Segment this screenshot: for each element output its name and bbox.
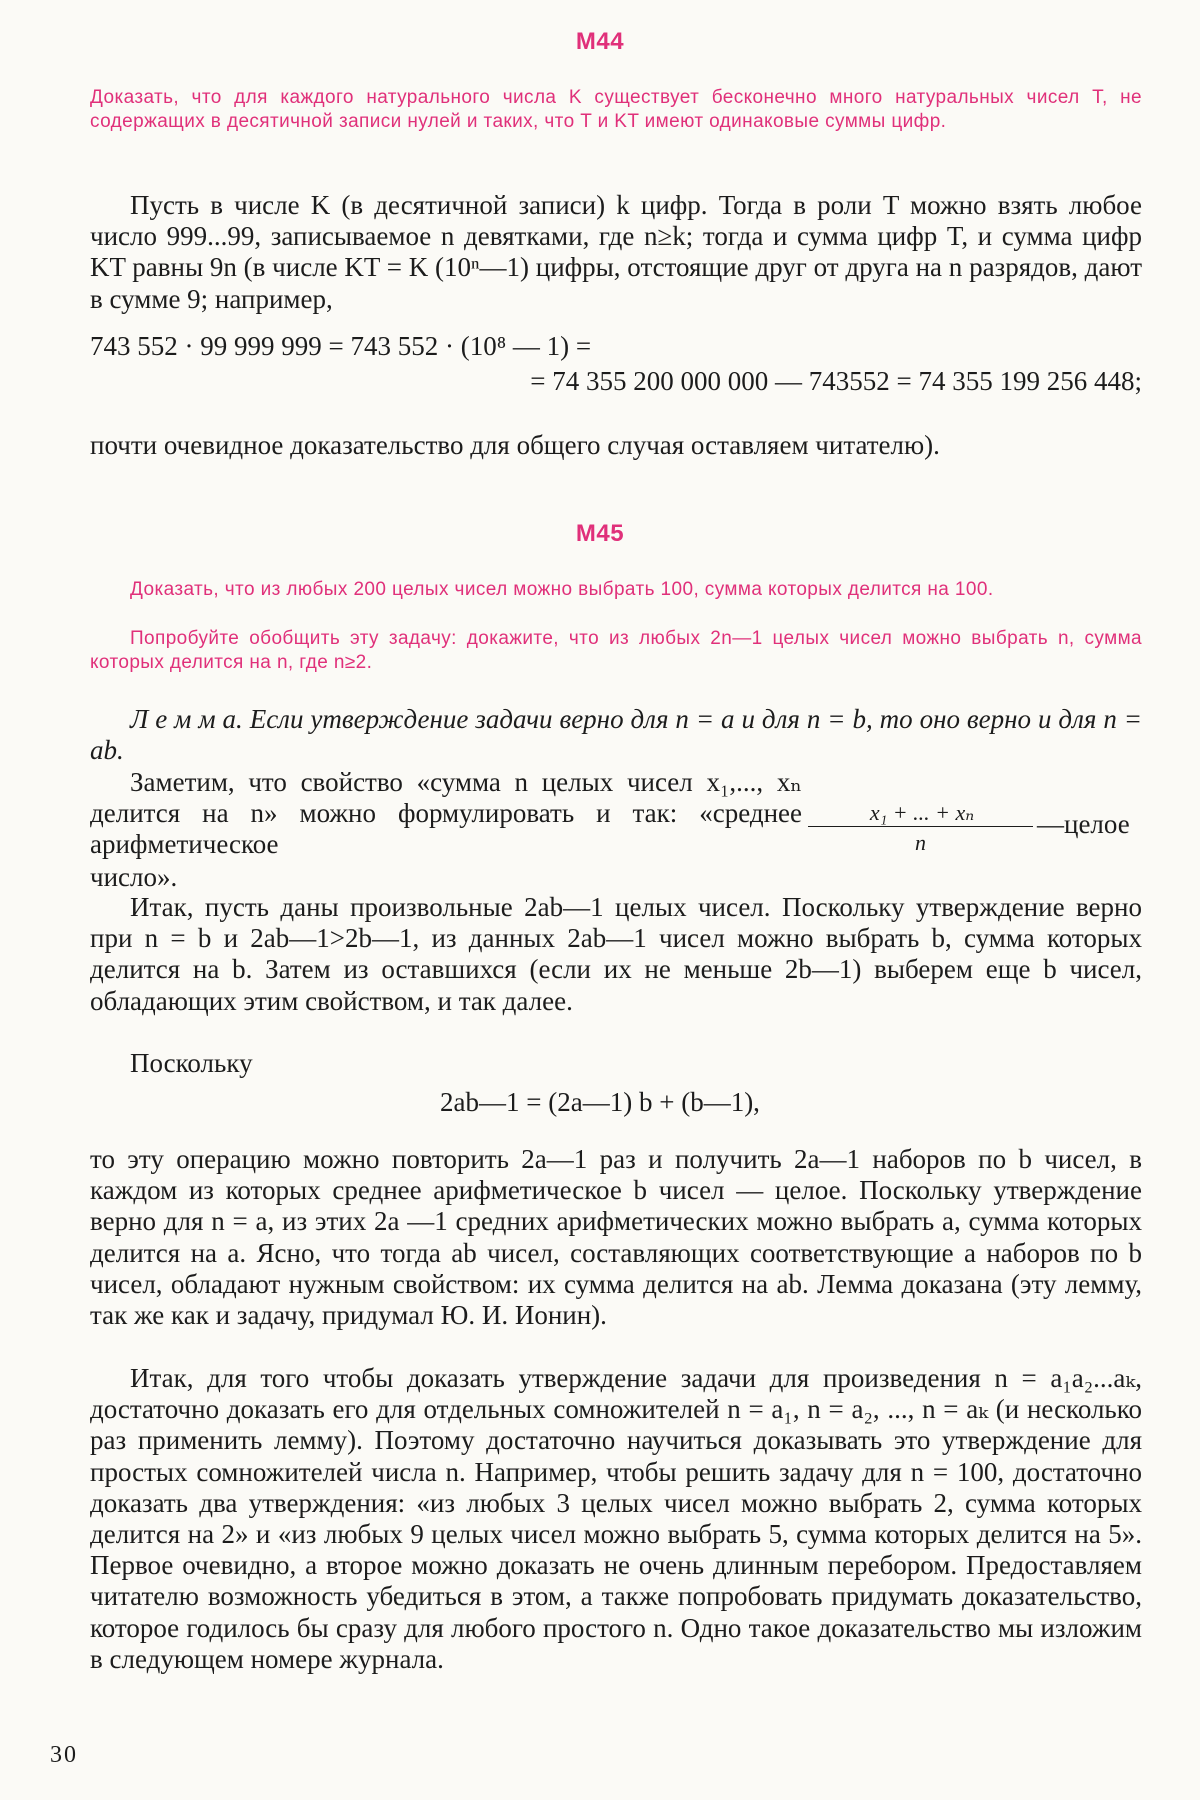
page-number: 30 <box>50 1742 78 1768</box>
solution-paragraph: почти очевидное доказательство для общего случая оставляем читателю). <box>90 430 940 460</box>
lemma-paragraph: Л е м м а. Если утверждение задачи верно для n = a и для n = b, то оно верно и для n = ab. <box>90 704 1142 766</box>
fraction-mean <box>808 800 1033 855</box>
text-line: —целое <box>1037 809 1130 839</box>
fraction-bar <box>808 826 1033 827</box>
problem-heading-m44: M44 <box>575 28 625 55</box>
problem-statement-m45: Доказать, что из любых 200 целых чисел можно выбрать 100, сумма которых делится на 100. <box>130 579 994 600</box>
equation-line: 743 552 · 99 999 999 = 743 552 · (10⁸ — 1) = <box>90 331 592 361</box>
problem-statement-m44: Доказать, что для каждого натурального числа K существует бесконечно много натуральных чисел T, не содержащих в десятичной записи нулей и таких, что T и KT имеют одинаковые суммы цифр. <box>90 87 1142 132</box>
fraction-denominator: n <box>915 830 926 855</box>
text-line: число». <box>90 862 178 892</box>
equation-line: 2ab—1 = (2a—1) b + (b—1), <box>440 1087 760 1117</box>
solution-paragraph: Итак, для того чтобы доказать утверждение задачи для произведения n = a₁a₂...aₖ, достаточно доказать его для отдельных сомножителей n = a₁, n = a₂, ..., n = aₖ (и несколько раз применить лемму). Поэтому достаточно научиться доказывать это утверждение для простых сомножителей числа n. Например, чтобы решить задачу для n = 100, достаточно доказать два утверждения: «из любых 3 целых чисел можно выбрать 2, сумма которых делится на 2» и «из любых 9 целых чисел можно выбрать 5, сумма которых делится на 5». Первое очевидно, а второе можно доказать не очень длинным перебором. Предоставляем читателю возможность убедиться в этом, а также попробовать придумать доказательство, которое годилось бы сразу для любого простого n. Одно такое доказательство мы изложим в следующем номере журнала. <box>90 1363 1142 1674</box>
problem-statement-m45-generalization: Попробуйте обобщить эту задачу: докажите, что из любых 2n—1 целых чисел можно выбрать n, сумма которых делится на n, где n≥2. <box>90 628 1142 673</box>
solution-paragraph: то эту операцию можно повторить 2a—1 раз и получить 2a—1 наборов по b чисел, в каждом из которых среднее арифметическое b чисел — целое. Поскольку утверждение верно для n = a, из этих 2a —1 средних арифметических можно выбрать a, сумма которых делится на a. Ясно, что тогда ab чисел, составляющих соответствующие a наборов по b чисел, обладают нужным свойством: их сумма делится на ab. Лемма доказана (эту лемму, так же как и задачу, придумал Ю. И. Ионин). <box>90 1144 1142 1331</box>
solution-paragraph: Пусть в числе K (в десятичной записи) k цифр. Тогда в роли T можно взять любое число 999...99, записываемое n девятками, где n≥k; тогда и сумма цифр T, и сумма цифр KT равны 9n (в числе KT = K (10ⁿ—1) цифры, отстоящие друг от друга на n разрядов, дают в сумме 9; например, <box>90 190 1142 314</box>
text-line: Поскольку <box>130 1048 253 1078</box>
fraction-numerator: x₁ + ... + xₙ <box>869 800 975 825</box>
problem-heading-m45: M45 <box>575 520 625 547</box>
equation-line: = 74 355 200 000 000 — 743552 = 74 355 199 256 448; <box>530 366 1142 396</box>
solution-paragraph: Заметим, что свойство «сумма n целых чисел x₁,..., xₙ делится на n» можно формулировать и так: «среднее арифметическое <box>90 767 802 860</box>
solution-paragraph: Итак, пусть даны произвольные 2ab—1 целых чисел. Поскольку утверждение верно при n = b и 2ab—1>2b—1, из данных 2ab—1 чисел можно выбрать b, сумма которых делится на b. Затем из оставшихся (если их не меньше 2b—1) выберем еще b чисел, обладающих этим свойством, и так далее. <box>90 892 1142 1016</box>
